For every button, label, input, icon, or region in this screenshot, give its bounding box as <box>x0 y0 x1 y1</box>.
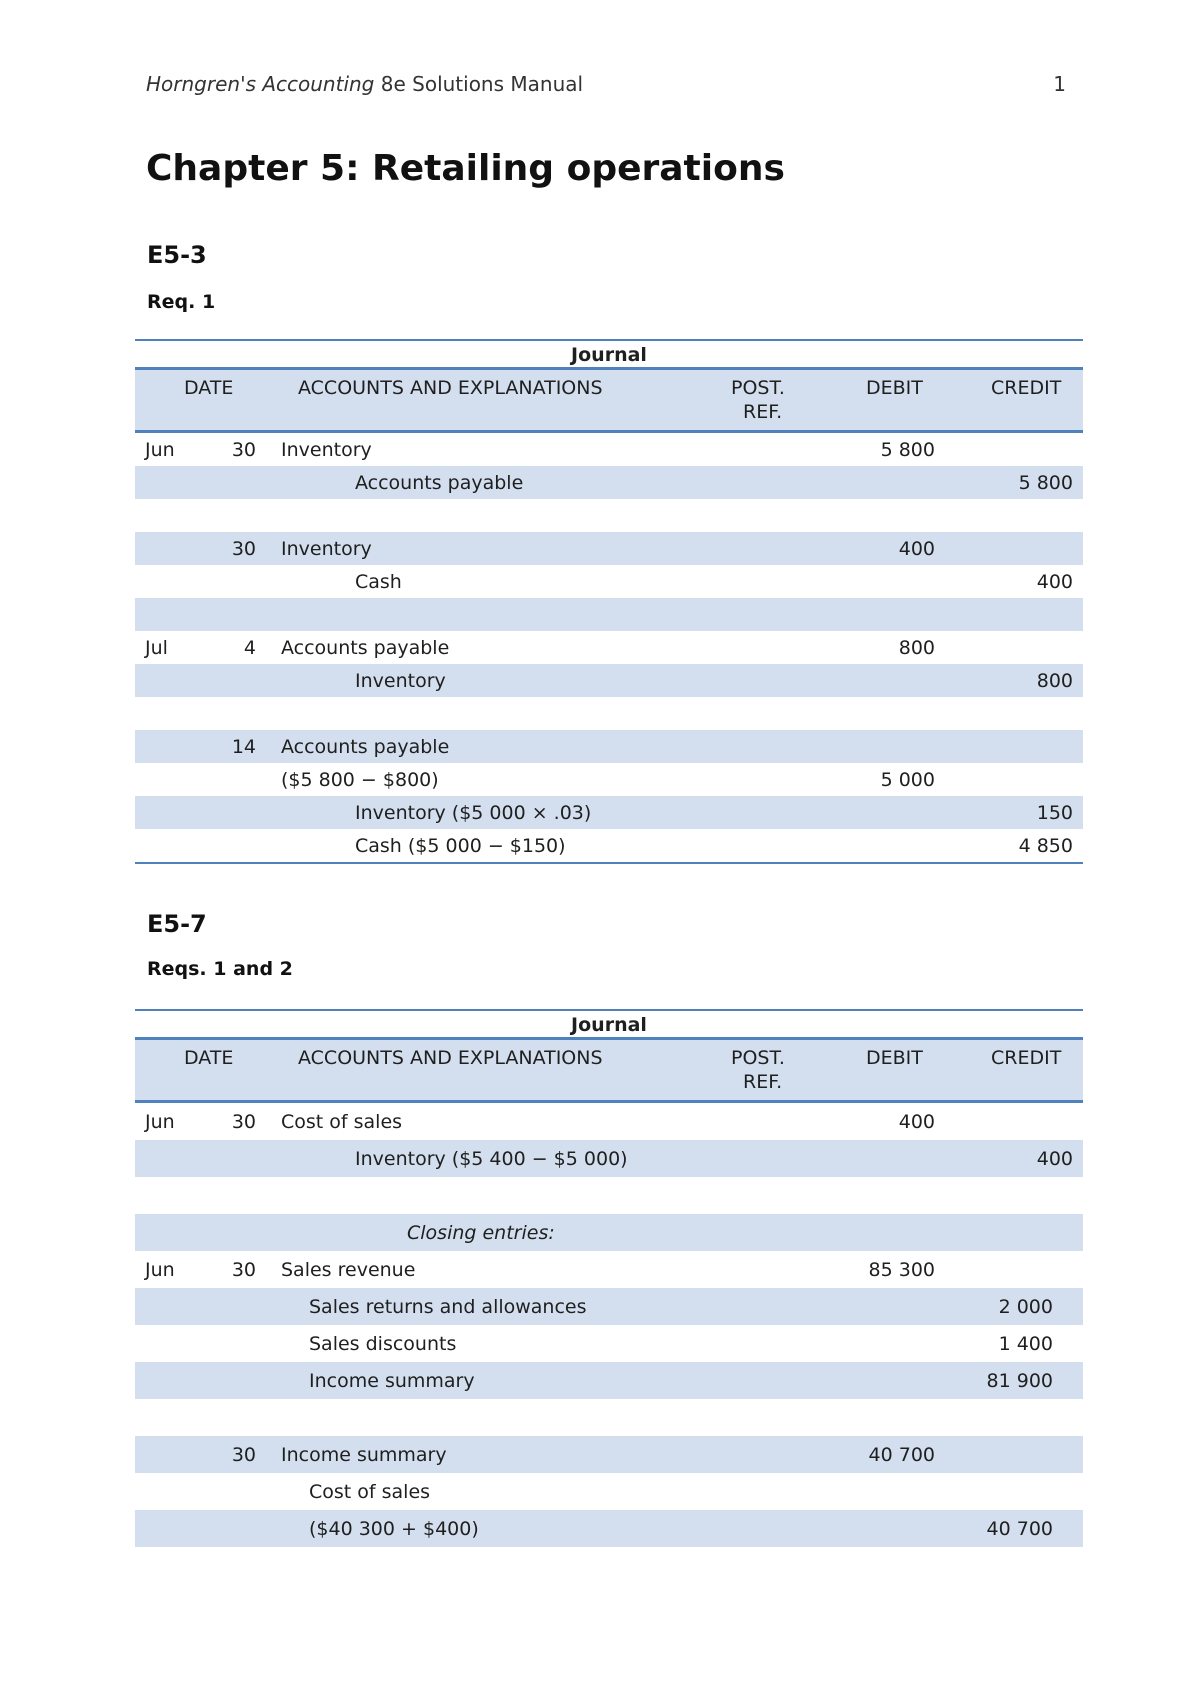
entry-debit: 400 <box>898 537 935 560</box>
entry-account: Closing entries: <box>407 1221 555 1244</box>
journal-row <box>135 829 1083 862</box>
journal-row <box>135 763 1083 796</box>
header-debit: DEBIT <box>866 377 923 399</box>
journal-row <box>135 664 1083 697</box>
entry-month: Jun <box>145 1110 175 1133</box>
page-number: 1 <box>1053 72 1066 96</box>
header-post-ref-2: REF. <box>743 401 783 423</box>
journal-row <box>135 1436 1083 1473</box>
entry-day: 30 <box>231 1258 256 1281</box>
journal-row <box>135 631 1083 664</box>
entry-account: Inventory <box>281 438 372 461</box>
exercise-title: E5-3 <box>147 241 207 269</box>
header-credit: CREDIT <box>991 377 1062 399</box>
journal-row <box>135 1103 1083 1140</box>
journal-bottom-rule <box>135 862 1083 864</box>
entry-debit: 85 300 <box>868 1258 935 1281</box>
entry-credit: 81 900 <box>986 1369 1053 1392</box>
journal-row <box>135 1362 1083 1399</box>
header-credit: CREDIT <box>991 1047 1062 1069</box>
entry-day: 14 <box>231 735 256 758</box>
header-post-ref: POST. <box>731 377 785 399</box>
entry-account: Cost of sales <box>281 1110 403 1133</box>
entry-credit: 4 850 <box>1018 834 1073 857</box>
journal-header-row <box>135 1037 1083 1103</box>
entry-debit: 5 000 <box>880 768 935 791</box>
entry-account: Sales returns and allowances <box>309 1295 587 1318</box>
journal-row <box>135 697 1083 730</box>
journal-table <box>135 339 1083 864</box>
entry-day: 4 <box>243 636 256 659</box>
entry-account: Inventory ($5 400 − $5 000) <box>355 1147 628 1170</box>
journal-row <box>135 1325 1083 1362</box>
entry-account: ($5 800 − $800) <box>281 768 439 791</box>
journal-table <box>135 1009 1083 1547</box>
entry-account: Inventory <box>355 669 446 692</box>
exercise-title: E5-7 <box>147 910 207 938</box>
journal-row <box>135 1510 1083 1547</box>
header-post-ref-2: REF. <box>743 1071 783 1093</box>
header-debit: DEBIT <box>866 1047 923 1069</box>
entry-account: Accounts payable <box>281 735 450 758</box>
entry-account: Cash <box>355 570 402 593</box>
journal-row <box>135 1399 1083 1436</box>
journal-row <box>135 532 1083 565</box>
journal-row <box>135 1251 1083 1288</box>
running-header <box>146 72 1066 96</box>
entry-account: Income summary <box>309 1369 475 1392</box>
entry-account: Inventory <box>281 537 372 560</box>
entry-debit: 40 700 <box>868 1443 935 1466</box>
journal-title: Journal <box>135 339 1083 367</box>
entry-account: Inventory ($5 000 × .03) <box>355 801 592 824</box>
requirement-label: Req. 1 <box>147 291 216 313</box>
entry-account: Sales discounts <box>309 1332 457 1355</box>
journal-title: Journal <box>135 1009 1083 1037</box>
entry-credit: 40 700 <box>986 1517 1053 1540</box>
entry-month: Jun <box>145 438 175 461</box>
journal-row <box>135 499 1083 532</box>
journal-row <box>135 433 1083 466</box>
journal-header-row <box>135 367 1083 433</box>
entry-debit: 800 <box>898 636 935 659</box>
entry-account: Accounts payable <box>281 636 450 659</box>
journal-row <box>135 1473 1083 1510</box>
entry-debit: 400 <box>898 1110 935 1133</box>
header-date: DATE <box>184 1047 234 1069</box>
entry-account: Sales revenue <box>281 1258 416 1281</box>
entry-credit: 800 <box>1036 669 1073 692</box>
entry-account: Cost of sales <box>309 1480 431 1503</box>
header-date: DATE <box>184 377 234 399</box>
entry-account: ($40 300 + $400) <box>309 1517 479 1540</box>
journal-row <box>135 598 1083 631</box>
book-title: Horngren's Accounting <box>146 72 375 96</box>
entry-month: Jul <box>145 636 168 659</box>
entry-day: 30 <box>231 1110 256 1133</box>
entry-account: Cash ($5 000 − $150) <box>355 834 566 857</box>
entry-month: Jun <box>145 1258 175 1281</box>
entry-credit: 150 <box>1036 801 1073 824</box>
journal-row <box>135 565 1083 598</box>
journal-row <box>135 730 1083 763</box>
journal-row <box>135 466 1083 499</box>
chapter-title: Chapter 5: Retailing operations <box>146 148 785 189</box>
entry-credit: 1 400 <box>998 1332 1053 1355</box>
entry-day: 30 <box>231 438 256 461</box>
entry-credit: 400 <box>1036 570 1073 593</box>
journal-row <box>135 1177 1083 1214</box>
header-accounts: ACCOUNTS AND EXPLANATIONS <box>298 377 603 399</box>
requirement-label: Reqs. 1 and 2 <box>147 958 293 980</box>
journal-row <box>135 1140 1083 1177</box>
entry-account: Accounts payable <box>355 471 524 494</box>
header-accounts: ACCOUNTS AND EXPLANATIONS <box>298 1047 603 1069</box>
entry-day: 30 <box>231 1443 256 1466</box>
journal-row <box>135 796 1083 829</box>
entry-credit: 400 <box>1036 1147 1073 1170</box>
journal-row <box>135 1288 1083 1325</box>
entry-day: 30 <box>231 537 256 560</box>
entry-credit: 2 000 <box>998 1295 1053 1318</box>
journal-row <box>135 1214 1083 1251</box>
entry-credit: 5 800 <box>1018 471 1073 494</box>
entry-debit: 5 800 <box>880 438 935 461</box>
book-subtitle: 8e Solutions Manual <box>374 72 584 96</box>
header-post-ref: POST. <box>731 1047 785 1069</box>
entry-account: Income summary <box>281 1443 447 1466</box>
